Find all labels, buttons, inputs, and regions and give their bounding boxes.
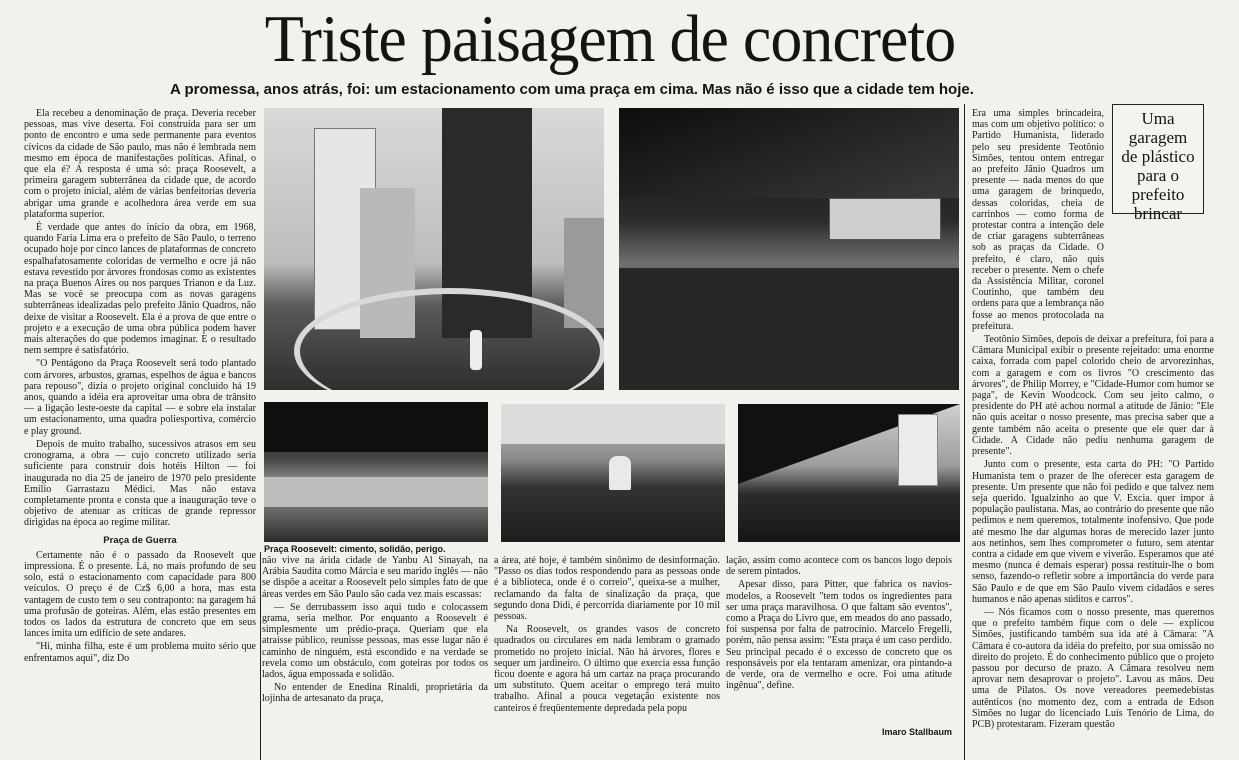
article-column-4 xyxy=(726,555,952,745)
paragraph: No entender de Enedina Rinaldi, proprietária da lojinha de artesanato da praça, xyxy=(262,682,488,705)
photo-under-structure xyxy=(619,108,959,390)
photo-credit: Imaro Stallbaum xyxy=(881,727,952,737)
section-heading: Praça de Guerra xyxy=(103,534,177,546)
article-column-1 xyxy=(24,108,256,760)
paragraph: Teotônio Simões, depois de deixar a prefeitura, foi para a Câmara Municipal exibir o presente rejeitado: uma enorme caixa, forrada com papel colorido cheio de arvorezinhas, com a garagem e com os livros "O crescimento das árvores", de Philip Morrey, e "Cidade-Humor com humor se paga", de Kevin Woodcock. Com seu jeito calmo, o presidente do PH até achou normal a atitude de Jânio: "Ele não quis aceitar o nosso presente, mas precisa saber que a gente também não aceita o presente que ele quer dar à Cidade. A Cidade não pediu nenhuma garagem de presente". xyxy=(972,334,1214,458)
paragraph: Junto com o presente, esta carta do PH: "O Partido Humanista tem o prazer de lhe oferecer esta garagem de presente. Um presente que não foi pedido e que talvez nem seja querido. Igualzinho ao que V. Excia. quer impor à população paulistana. Mas, ao contrário do presente que não pedimos e nem queremos, totalmente inofensivo. Que pode até mesmo lhe dar algumas horas de merecido lazer junto aos netinhos, sem lhes comprometer o futuro, sem atentar contra a cidade em que vivem e viverão. Esperamos que até mesmo (nunca é demais esperar) possa restituir-lhe o bom senso, fazendo-o refletir sobre a importância do verde para São Paulo e de que em São Paulo vivem cidadãos e seres humanos e não apenas súditos e carros". xyxy=(972,459,1214,605)
paragraph: — Se derrubassem isso aqui tudo e colocassem grama, seria melhor. Por enquanto a Roosevelt é simplesmente um prédio-praça. Queriam que ela atraísse público, reunisse pessoas, mas esse lugar não é caminho de ninguém, está escondido e na verdade se revela como um obstáculo, com goteiras por todos os lados, água empossada e solidão. xyxy=(262,601,488,681)
sidebar-headline-line: garagem xyxy=(1128,128,1188,147)
paragraph: Apesar disso, para Pitter, que fabrica os navios-modelos, a Roosevelt "tem todos os ingredientes para ser uma praça maravilhosa. O que faltam são eventos", como a Praça do Livro que, em meados do ano passado, foi suspensa por falta de patrocínio. Marcelo Fregelli, porém, não pensa assim: "Esta praça é um caso perdido. Seu principal pecado é o excesso de concreto que os responsáveis por ela tentaram amenizar, ora pintando-a de verde, ora de vermelho e ocre. Foi uma atitude ingênua", define. xyxy=(726,579,952,692)
person-figure xyxy=(609,456,631,490)
sidebar-headline-line: prefeito xyxy=(1131,185,1185,204)
subheadline: A promessa, anos atrás, foi: um estacionamento com uma praça em cima. Mas não é isso que a cidade tem hoje. xyxy=(170,81,974,98)
sidebar-headline-line: Uma xyxy=(1141,109,1175,128)
paragraph: "O Pentágono da Praça Roosevelt será todo plantado com árvores, arbustos, gramas, espelhos de água e bancos para repouso", dizia o projeto original concluído há 19 anos, quando a idéia era aproveitar uma obra de trânsito — a ligação leste-oeste da capital — e sobre ela instalar um estacionamento, uma quadra poliesportiva, comércio e play ground. xyxy=(24,358,256,437)
building-window-block xyxy=(829,198,941,240)
headline: Triste paisagem de concreto xyxy=(264,1,956,76)
photo-person-plaza xyxy=(501,404,725,542)
article-column-5 xyxy=(972,108,1214,760)
pedestrian-figure xyxy=(470,330,482,370)
paragraph: — Nós ficamos com o nosso presente, mas queremos que o prefeito também fique com o dele — explicou Simões, justificando também sua ida até à Câmara: "A Câmara é co-autora da idéia do prefeito, por sua omissão no direito do projeto. É do conhecimento público que o projeto passou por decurso de prazo. A Câmara resolveu nem aprovar nem desaprovar o projeto". Lavou as mãos. Deu uma de Pilatos. Os nove vereadores peemedebistas autênticos (no momento dez, com a entrada de Edson Simões no lugar do licenciado Luís Tenório de Lima, do PCB) protestaram. Fizeram questão xyxy=(972,606,1214,730)
column-divider xyxy=(260,552,261,760)
paragraph: Depois de muito trabalho, sucessivos atrasos em seu cronograma, a obra — cujo concreto utilizado seria suficiente para construir dois hotéis Hilton — foi inaugurada no dia 25 de janeiro de 1970 pelo presidente Emílio Garrastazu Médici. Mas não estava completamente pronta e consta que a inauguração teve o objetivo de atenuar as críticas de grande repressor dirigidas na época ao regime militar. xyxy=(24,438,256,529)
paragraph: Era uma simples brincadeira, mas com um objetivo político: o Partido Humanista, liderado pelo seu presidente Teotônio Simões, tentou ontem entregar ao prefeito Jânio Quadros um presente — nada menos do que uma garagem de brinquedo, dessas coloridas, cheia de carrinhos — como forma de protestar contra a intenção dele de criar garagens subterrâneas sob as praças da Cidade. O prefeito, é claro, não quis receber o presente. Nem o chefe da Assistência Militar, coronel Coutinho, que também deu ordens para que a lembrança não fosse ao menos protocolada na prefeitura. xyxy=(972,108,1104,332)
sky xyxy=(501,404,725,444)
photo-caption: Praça Roosevelt: cimento, solidão, perigo. xyxy=(264,544,446,554)
street-level xyxy=(264,477,488,507)
overpass xyxy=(264,402,488,452)
photo-concrete-slab xyxy=(738,404,960,542)
article-column-3 xyxy=(494,555,720,760)
photo-towers-plaza xyxy=(264,108,604,390)
column-divider xyxy=(964,104,965,760)
photo-covered-street xyxy=(264,402,488,542)
paragraph: Ela recebeu a denominação de praça. Deveria receber pessoas, mas vive deserta. Foi construída para ser um ponto de encontro e uma sede permanente para eventos cívicos da cidade de São paulo, mas não é lembrada nem mesmo em época de manifestações políticas. Afinal, o que ela é? A resposta é uma só: praça Roosevelt, a primeira garagem subterrânea da cidade que, de acordo com o projeto inicial, além de várias benfeitorias deveria abrigar uma grande e acolhedora área verde em sua plataforma superior. xyxy=(24,108,256,220)
sidebar-headline-line: brincar xyxy=(1133,204,1183,223)
paragraph: É verdade que antes do início da obra, em 1968, quando Faria Lima era o prefeito de São Paulo, o terreno ocupado hoje por cinco lances de plataformas de concreto espalhafatosamente coloridas de vermelho e ocre já não estava revestido por árvores frondosas como as existentes na praça Buenos Aires ou nos parques Trianon e da Luz. Mas se você se preocupa com as novas garagens subterrâneas idealizadas pelo prefeito Jânio Quadros, não deixe de visitar a Roosevelt. Ela é a prova de que entre o projeto e a execução de uma obra pública podem haver mais alterações do que podemos imaginar. E o resultado nem sempre é satisfatório. xyxy=(24,222,256,357)
paragraph: "Hi, minha filha, este é um problema muito sério que enfrentamos aqui", diz Do xyxy=(24,641,256,664)
ground-area xyxy=(619,268,959,390)
paragraph: não vive na árida cidade de Yanbu Al Sinayah, na Arábia Saudita como Márcia e seu marido inglês — não se dispõe a aceitar a Roosevelt pelo simples fato de que áreas verdes em São Paulo são cada vez mais escassas: xyxy=(262,555,488,600)
sidebar-headline-line: de plástico xyxy=(1121,147,1195,166)
article-column-2 xyxy=(262,555,488,760)
paragraph: Certamente não é o passado da Roosevelt que impressiona. É o presente. Lá, no mais profundo de seu solo, está o estacionamento com capacidade para 800 veículos. O preço é de Cz$ 6,00 a hora, mas esta vantagem de custo tem o seu contraponto: na garagem há uma profusão de goteiras. Além, elas estão presentes em todos os lados da estrutura de concreto que em seus lances imita um edifício de sete andares. xyxy=(24,549,256,640)
sidebar-headline-line: para o xyxy=(1136,166,1179,185)
concrete-ceiling xyxy=(619,108,959,198)
paragraph: lação, assim como acontece com os bancos logo depois de serem pintados. xyxy=(726,555,952,578)
paragraph: a área, até hoje, é também sinônimo de desinformação. "Passo os dias todos respondendo para as pessoas onde é a biblioteca, onde é o correio", queixa-se a mulher, reclamando da falta de sinalização da praça, que segundo dona Didi, é percorrida diariamente por 10 mil pessoas. xyxy=(494,555,720,623)
building-shape xyxy=(898,414,938,486)
paragraph: Na Roosevelt, os grandes vasos de concreto quadrados ou circulares em nada lembram o gramado prometido no projeto inicial. Não há árvores, flores e sequer um jardineiro. O último que exercia essa função ficou doente e agora há um cartaz na praça procurando um substituto. Quem aceitar o emprego terá muito trabalho. Afinal a pouca vegetação existente nos canteiros é freqüentemente depredada pela popu xyxy=(494,624,720,714)
